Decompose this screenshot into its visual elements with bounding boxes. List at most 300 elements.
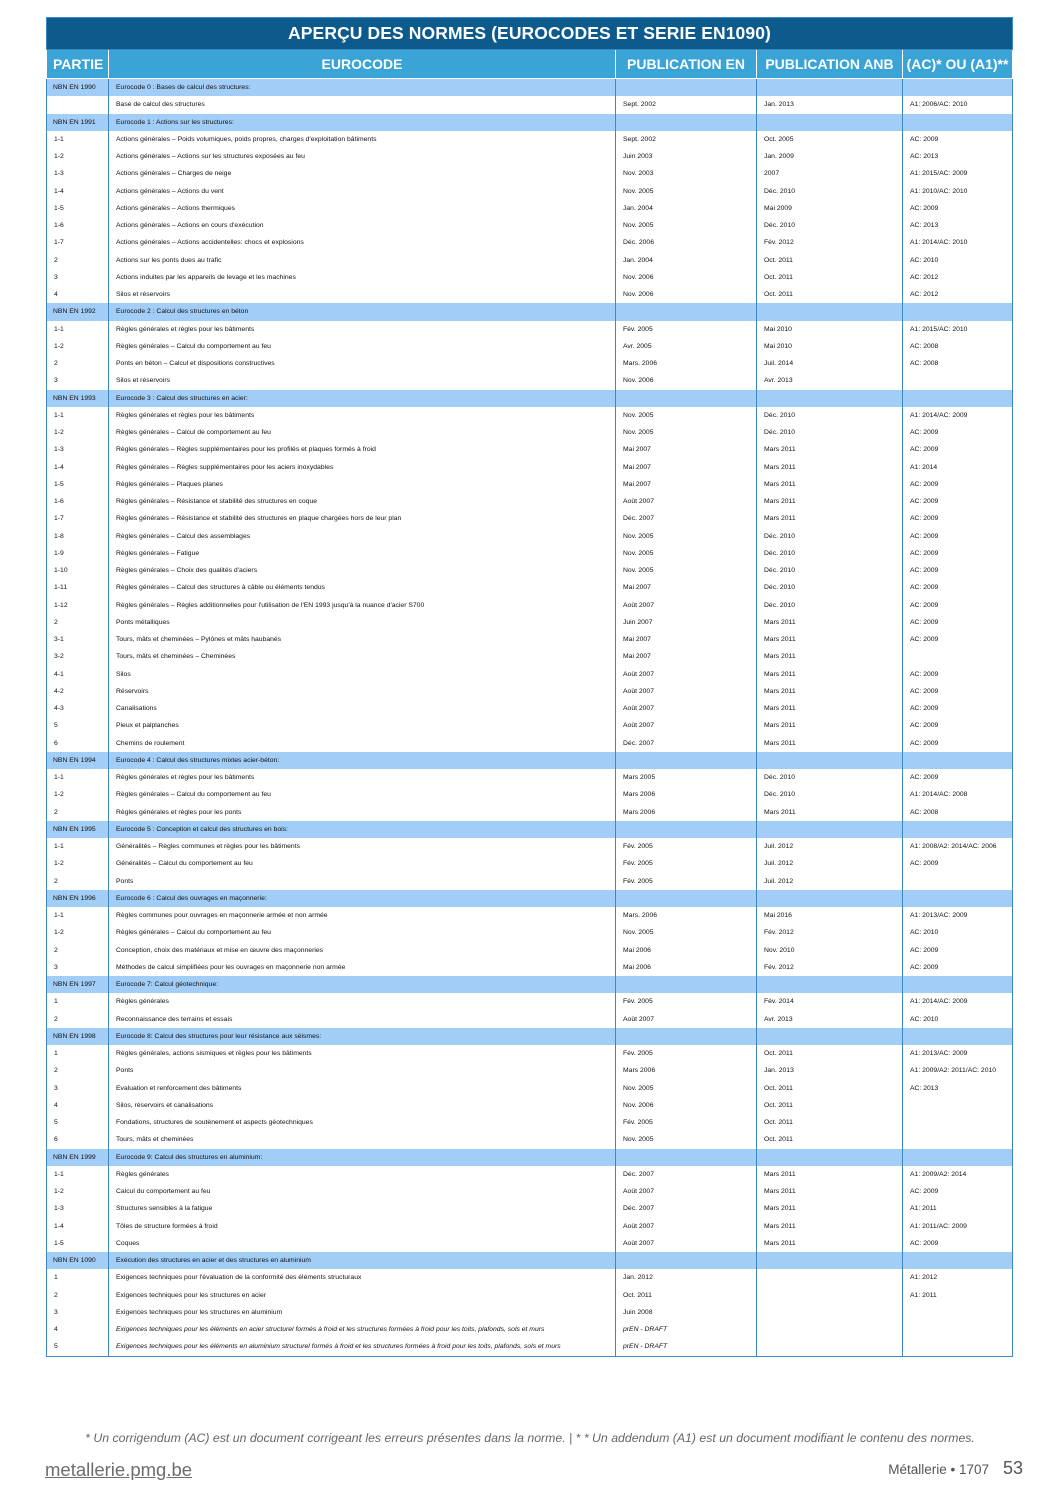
header-publication-anb: PUBLICATION ANB bbox=[757, 50, 903, 79]
cell-publication-en: Jan. 2004 bbox=[616, 200, 757, 217]
cell-ac-a1: AC: 2012 bbox=[903, 269, 1013, 286]
group-title: Eurocode 1 : Actions sur les structures: bbox=[109, 114, 616, 131]
cell-publication-en: Nov. 2003 bbox=[616, 165, 757, 182]
table-row bbox=[47, 148, 1013, 165]
cell-publication-anb: Oct. 2011 bbox=[757, 252, 903, 269]
cell-ac-a1 bbox=[903, 1338, 1013, 1356]
magazine-label: Métallerie • 1707 bbox=[888, 1462, 989, 1477]
cell-ac-a1: AC: 2009 bbox=[903, 942, 1013, 959]
cell-ac-a1: AC: 2009 bbox=[903, 700, 1013, 717]
cell-partie: 1-9 bbox=[47, 545, 109, 562]
header-eurocode: EUROCODE bbox=[109, 50, 616, 79]
cell-ac-a1: A1: 2011 bbox=[903, 1200, 1013, 1217]
cell-publication-anb: Mars 2011 bbox=[757, 717, 903, 734]
cell-publication-en: Fév. 2005 bbox=[616, 855, 757, 872]
group-row bbox=[47, 79, 1013, 97]
cell-eurocode: Règles communes pour ouvrages en maçonnerie armée et non armée bbox=[109, 907, 616, 924]
table-row bbox=[47, 1218, 1013, 1235]
cell-publication-anb: Mars 2011 bbox=[757, 1166, 903, 1183]
group-row bbox=[47, 890, 1013, 907]
cell-publication-anb: Oct. 2005 bbox=[757, 131, 903, 148]
table-row bbox=[47, 459, 1013, 476]
cell-ac-a1: A1: 2006/AC: 2010 bbox=[903, 96, 1013, 113]
table-row bbox=[47, 286, 1013, 303]
cell-partie: 1-1 bbox=[47, 769, 109, 786]
cell-publication-anb: Mai 2009 bbox=[757, 200, 903, 217]
cell-eurocode: Chemins de roulement bbox=[109, 735, 616, 752]
cell-ac-a1: A1: 2014/AC: 2009 bbox=[903, 407, 1013, 424]
cell-publication-anb: Mars 2011 bbox=[757, 666, 903, 683]
cell-publication-anb: Mars 2011 bbox=[757, 441, 903, 458]
cell-publication-anb: Mars 2011 bbox=[757, 700, 903, 717]
column-header-row bbox=[47, 50, 1013, 79]
cell-eurocode: Exigences techniques pour les structures en acier bbox=[109, 1287, 616, 1304]
table-row bbox=[47, 1235, 1013, 1252]
table-row bbox=[47, 959, 1013, 976]
group-cell bbox=[616, 890, 757, 907]
cell-ac-a1: AC: 2009 bbox=[903, 1183, 1013, 1200]
table-title: APERÇU DES NORMES (EUROCODES ET SERIE EN1090) bbox=[47, 18, 1013, 50]
cell-publication-en: Juin 2008 bbox=[616, 1304, 757, 1321]
table-row bbox=[47, 1097, 1013, 1114]
group-cell bbox=[903, 821, 1013, 838]
cell-eurocode: Ponts métalliques bbox=[109, 614, 616, 631]
cell-eurocode: Règles générales – Résistance et stabilité des structures en plaque chargées hors de leur plan bbox=[109, 510, 616, 527]
cell-publication-anb: Oct. 2011 bbox=[757, 1131, 903, 1148]
cell-eurocode: Tours, mâts et cheminées bbox=[109, 1131, 616, 1148]
cell-partie: 4 bbox=[47, 286, 109, 303]
cell-partie: 1-2 bbox=[47, 338, 109, 355]
cell-publication-en: Fév. 2005 bbox=[616, 873, 757, 890]
cell-publication-anb: Fév. 2014 bbox=[757, 993, 903, 1010]
cell-eurocode: Règles générales et règles pour les bâtiments bbox=[109, 769, 616, 786]
cell-partie: 1-3 bbox=[47, 441, 109, 458]
cell-publication-en: Mars 2005 bbox=[616, 769, 757, 786]
cell-eurocode: Règles générales bbox=[109, 993, 616, 1010]
cell-publication-anb bbox=[757, 1269, 903, 1286]
cell-partie: 1-7 bbox=[47, 234, 109, 251]
cell-ac-a1: AC: 2010 bbox=[903, 252, 1013, 269]
cell-eurocode: Reconnaissance des terrains et essais bbox=[109, 1011, 616, 1028]
cell-ac-a1: AC: 2010 bbox=[903, 1011, 1013, 1028]
cell-ac-a1: AC: 2009 bbox=[903, 579, 1013, 596]
cell-publication-anb: Oct. 2011 bbox=[757, 1097, 903, 1114]
cell-publication-en: Mai 2007 bbox=[616, 476, 757, 493]
group-title: Eurocode 7: Calcul géotechnique: bbox=[109, 976, 616, 993]
cell-eurocode: Conception, choix des matériaux et mise en œuvre des maçonneries bbox=[109, 942, 616, 959]
group-cell bbox=[757, 1028, 903, 1045]
group-cell bbox=[903, 114, 1013, 131]
cell-publication-anb: Juil. 2012 bbox=[757, 873, 903, 890]
cell-publication-anb: Nov. 2010 bbox=[757, 942, 903, 959]
group-cell bbox=[757, 390, 903, 407]
cell-publication-en: Août 2007 bbox=[616, 1218, 757, 1235]
cell-ac-a1: A1: 2009/A2: 2011/AC: 2010 bbox=[903, 1062, 1013, 1079]
table-row bbox=[47, 234, 1013, 251]
cell-publication-anb: Juil. 2012 bbox=[757, 855, 903, 872]
cell-publication-en: Fév. 2005 bbox=[616, 321, 757, 338]
cell-publication-en: Nov. 2005 bbox=[616, 183, 757, 200]
cell-ac-a1: AC: 2009 bbox=[903, 510, 1013, 527]
cell-ac-a1: AC: 2009 bbox=[903, 200, 1013, 217]
cell-publication-en: Mars. 2006 bbox=[616, 907, 757, 924]
group-cell bbox=[616, 1028, 757, 1045]
table-row bbox=[47, 769, 1013, 786]
cell-ac-a1: AC: 2009 bbox=[903, 769, 1013, 786]
table-row bbox=[47, 1166, 1013, 1183]
cell-publication-en: Août 2007 bbox=[616, 717, 757, 734]
group-row bbox=[47, 1252, 1013, 1269]
header-partie: PARTIE bbox=[47, 50, 109, 79]
cell-publication-anb: Mars 2011 bbox=[757, 476, 903, 493]
cell-publication-anb: Mars 2011 bbox=[757, 493, 903, 510]
cell-partie: 1-5 bbox=[47, 200, 109, 217]
cell-ac-a1: A1: 2014 bbox=[903, 459, 1013, 476]
cell-partie: 6 bbox=[47, 735, 109, 752]
cell-eurocode: Evaluation et renforcement des bâtiments bbox=[109, 1080, 616, 1097]
cell-partie: 5 bbox=[47, 1338, 109, 1356]
table-row bbox=[47, 700, 1013, 717]
cell-eurocode: Silos bbox=[109, 666, 616, 683]
page-number: 53 bbox=[1002, 1458, 1023, 1478]
cell-ac-a1: AC: 2009 bbox=[903, 424, 1013, 441]
cell-publication-en: Août 2007 bbox=[616, 683, 757, 700]
standards-table bbox=[46, 17, 1013, 1357]
cell-partie: 2 bbox=[47, 873, 109, 890]
cell-ac-a1: AC: 2009 bbox=[903, 666, 1013, 683]
cell-publication-anb: Mars 2011 bbox=[757, 735, 903, 752]
cell-partie: 3-1 bbox=[47, 631, 109, 648]
cell-publication-anb: Mars 2011 bbox=[757, 631, 903, 648]
cell-publication-en: Nov. 2006 bbox=[616, 1097, 757, 1114]
group-title: Eurocode 2 : Calcul des structures en béton bbox=[109, 303, 616, 320]
cell-ac-a1 bbox=[903, 372, 1013, 389]
cell-eurocode: Calcul du comportement au feu bbox=[109, 1183, 616, 1200]
group-norm: NBN EN 1997 bbox=[47, 976, 109, 993]
cell-eurocode: Tôles de structure formées à froid bbox=[109, 1218, 616, 1235]
cell-eurocode: Règles générales – Fatigue bbox=[109, 545, 616, 562]
cell-partie: 1-3 bbox=[47, 1200, 109, 1217]
cell-partie: 1-7 bbox=[47, 510, 109, 527]
cell-publication-anb: Déc. 2010 bbox=[757, 562, 903, 579]
cell-publication-anb: Mars 2011 bbox=[757, 614, 903, 631]
cell-publication-en: Mars 2006 bbox=[616, 786, 757, 803]
cell-publication-en: Nov. 2005 bbox=[616, 562, 757, 579]
group-cell bbox=[757, 1149, 903, 1166]
cell-partie: 1-1 bbox=[47, 407, 109, 424]
group-cell bbox=[757, 821, 903, 838]
cell-publication-anb: Déc. 2010 bbox=[757, 786, 903, 803]
cell-ac-a1: A1: 2010/AC: 2010 bbox=[903, 183, 1013, 200]
group-cell bbox=[616, 1252, 757, 1269]
cell-partie: 1-12 bbox=[47, 597, 109, 614]
cell-eurocode: Règles générales – Choix des qualités d'aciers bbox=[109, 562, 616, 579]
table-row bbox=[47, 493, 1013, 510]
cell-partie: 2 bbox=[47, 1287, 109, 1304]
cell-publication-anb: Déc. 2010 bbox=[757, 769, 903, 786]
cell-ac-a1 bbox=[903, 1304, 1013, 1321]
cell-eurocode: Actions générales – Poids volumiques, poids propres, charges d'exploitation bâtiments bbox=[109, 131, 616, 148]
table-row bbox=[47, 1200, 1013, 1217]
cell-eurocode: Actions générales – Charges de neige bbox=[109, 165, 616, 182]
group-cell bbox=[757, 79, 903, 97]
cell-publication-en: Nov. 2005 bbox=[616, 545, 757, 562]
cell-publication-anb: Oct. 2011 bbox=[757, 1045, 903, 1062]
group-cell bbox=[903, 976, 1013, 993]
cell-partie: 1 bbox=[47, 993, 109, 1010]
cell-ac-a1: AC: 2009 bbox=[903, 614, 1013, 631]
cell-eurocode: Exigences techniques pour l'évaluation de la conformité des éléments structuraux bbox=[109, 1269, 616, 1286]
cell-eurocode: Ponts en béton – Calcul et dispositions constructives bbox=[109, 355, 616, 372]
cell-ac-a1: AC: 2009 bbox=[903, 683, 1013, 700]
cell-ac-a1: AC: 2009 bbox=[903, 562, 1013, 579]
cell-eurocode: Actions induites par les appareils de levage et les machines bbox=[109, 269, 616, 286]
table-row bbox=[47, 993, 1013, 1010]
cell-eurocode: Méthodes de calcul simplifiées pour les ouvrages en maçonnerie non armée bbox=[109, 959, 616, 976]
cell-eurocode: Coques bbox=[109, 1235, 616, 1252]
cell-publication-anb: Oct. 2011 bbox=[757, 269, 903, 286]
group-cell bbox=[757, 976, 903, 993]
cell-publication-en: Déc. 2007 bbox=[616, 1200, 757, 1217]
cell-publication-anb: Jan. 2013 bbox=[757, 1062, 903, 1079]
cell-publication-en: Nov. 2005 bbox=[616, 424, 757, 441]
cell-eurocode: Silos, réservoirs et canalisations bbox=[109, 1097, 616, 1114]
table-row bbox=[47, 165, 1013, 182]
cell-publication-anb: Mars 2011 bbox=[757, 459, 903, 476]
cell-partie: 1-1 bbox=[47, 838, 109, 855]
cell-ac-a1: AC: 2010 bbox=[903, 924, 1013, 941]
group-cell bbox=[903, 79, 1013, 97]
cell-publication-en: Août 2007 bbox=[616, 700, 757, 717]
cell-eurocode: Fondations, structures de soutènement et aspects géotechniques bbox=[109, 1114, 616, 1131]
table-row bbox=[47, 1045, 1013, 1062]
cell-ac-a1: AC: 2009 bbox=[903, 493, 1013, 510]
table-row bbox=[47, 924, 1013, 941]
group-cell bbox=[757, 890, 903, 907]
cell-partie: 2 bbox=[47, 942, 109, 959]
cell-publication-anb: Déc. 2010 bbox=[757, 407, 903, 424]
group-title: Eurocode 9: Calcul des structures en aluminium: bbox=[109, 1149, 616, 1166]
cell-publication-en: Mars 2006 bbox=[616, 804, 757, 821]
cell-partie: 1-2 bbox=[47, 148, 109, 165]
cell-partie: 1-11 bbox=[47, 579, 109, 596]
cell-partie: 1-4 bbox=[47, 459, 109, 476]
cell-eurocode: Ponts bbox=[109, 1062, 616, 1079]
group-cell bbox=[616, 752, 757, 769]
cell-partie: 3 bbox=[47, 372, 109, 389]
cell-publication-en: Août 2007 bbox=[616, 666, 757, 683]
table-row bbox=[47, 96, 1013, 113]
table-row bbox=[47, 648, 1013, 665]
table-row bbox=[47, 1338, 1013, 1356]
cell-eurocode: Base de calcul des structures bbox=[109, 96, 616, 113]
table-row bbox=[47, 545, 1013, 562]
cell-eurocode: Actions générales – Actions en cours d'exécution bbox=[109, 217, 616, 234]
cell-publication-anb: Déc. 2010 bbox=[757, 545, 903, 562]
cell-publication-anb: Fév. 2012 bbox=[757, 234, 903, 251]
cell-eurocode: Règles générales bbox=[109, 1166, 616, 1183]
cell-publication-anb: Mars 2011 bbox=[757, 510, 903, 527]
cell-publication-en: Août 2007 bbox=[616, 1183, 757, 1200]
cell-publication-en: Déc. 2007 bbox=[616, 735, 757, 752]
cell-publication-en: Fév. 2005 bbox=[616, 993, 757, 1010]
cell-publication-en: Mai 2007 bbox=[616, 441, 757, 458]
group-title: Eurocode 0 : Bases de calcul des structures: bbox=[109, 79, 616, 97]
cell-publication-en: Oct. 2011 bbox=[616, 1287, 757, 1304]
group-cell bbox=[616, 303, 757, 320]
group-title: Eurocode 4 : Calcul des structures mixtes acier-béton: bbox=[109, 752, 616, 769]
table-row bbox=[47, 735, 1013, 752]
cell-publication-anb: Mars 2011 bbox=[757, 648, 903, 665]
group-title: Eurocode 5 : Conception et calcul des structures en bois: bbox=[109, 821, 616, 838]
cell-eurocode: Silos et réservoirs bbox=[109, 286, 616, 303]
group-cell bbox=[903, 1252, 1013, 1269]
cell-publication-en: Août 2007 bbox=[616, 1235, 757, 1252]
cell-publication-anb: Avr. 2013 bbox=[757, 1011, 903, 1028]
group-cell bbox=[757, 752, 903, 769]
cell-ac-a1 bbox=[903, 1097, 1013, 1114]
footnote: * Un corrigendum (AC) est un document corrigeant les erreurs présentes dans la norme. | * * Un addendum (A1) est un document modifiant le contenu des normes. bbox=[85, 1431, 975, 1445]
cell-eurocode: Règles générales, actions sismiques et règles pour les bâtiments bbox=[109, 1045, 616, 1062]
cell-eurocode: Règles générales – Calcul du comportement au feu bbox=[109, 924, 616, 941]
cell-partie: 1-8 bbox=[47, 528, 109, 545]
table-row bbox=[47, 321, 1013, 338]
table-body bbox=[47, 79, 1013, 1357]
cell-partie: 3 bbox=[47, 959, 109, 976]
cell-eurocode: Actions générales – Actions accidentelles: chocs et explosions bbox=[109, 234, 616, 251]
cell-publication-anb: Fév. 2012 bbox=[757, 924, 903, 941]
cell-partie: 1-1 bbox=[47, 131, 109, 148]
group-row bbox=[47, 1028, 1013, 1045]
cell-partie: 2 bbox=[47, 1011, 109, 1028]
cell-publication-en: Fév. 2005 bbox=[616, 1114, 757, 1131]
cell-ac-a1: A1: 2011 bbox=[903, 1287, 1013, 1304]
cell-partie: 1-6 bbox=[47, 217, 109, 234]
cell-ac-a1 bbox=[903, 1131, 1013, 1148]
cell-publication-en: Déc. 2007 bbox=[616, 510, 757, 527]
cell-partie: 3 bbox=[47, 269, 109, 286]
cell-partie: 3 bbox=[47, 1080, 109, 1097]
cell-eurocode: Exigences techniques pour les éléments en aluminium structurel formés à froid et les structures formées à froid pour les toits, plafonds, sols et murs bbox=[109, 1338, 616, 1356]
cell-partie: 5 bbox=[47, 717, 109, 734]
cell-publication-en: Mai 2006 bbox=[616, 942, 757, 959]
cell-publication-en: Nov. 2006 bbox=[616, 286, 757, 303]
table-row bbox=[47, 269, 1013, 286]
cell-publication-anb bbox=[757, 1321, 903, 1338]
group-norm: NBN EN 1992 bbox=[47, 303, 109, 320]
table-row bbox=[47, 252, 1013, 269]
cell-publication-en: Nov. 2006 bbox=[616, 269, 757, 286]
cell-publication-anb: Juil. 2014 bbox=[757, 355, 903, 372]
table-row bbox=[47, 1114, 1013, 1131]
group-row bbox=[47, 114, 1013, 131]
standards-table-container bbox=[46, 17, 1012, 1357]
cell-publication-anb: Déc. 2010 bbox=[757, 424, 903, 441]
cell-eurocode: Actions sur les ponts dues au trafic bbox=[109, 252, 616, 269]
table-row bbox=[47, 476, 1013, 493]
cell-ac-a1: AC: 2009 bbox=[903, 631, 1013, 648]
cell-publication-en: Nov. 2006 bbox=[616, 372, 757, 389]
cell-ac-a1: A1: 2015/AC: 2009 bbox=[903, 165, 1013, 182]
group-norm: NBN EN 1996 bbox=[47, 890, 109, 907]
cell-publication-anb: Fév. 2012 bbox=[757, 959, 903, 976]
cell-publication-anb: Oct. 2011 bbox=[757, 1114, 903, 1131]
cell-eurocode: Règles générales – Calcul des structures à câble ou éléments tendus bbox=[109, 579, 616, 596]
table-row bbox=[47, 1183, 1013, 1200]
cell-publication-anb: Déc. 2010 bbox=[757, 217, 903, 234]
cell-publication-en: Mai 2006 bbox=[616, 959, 757, 976]
group-norm: NBN EN 1991 bbox=[47, 114, 109, 131]
cell-publication-en: Jan. 2012 bbox=[616, 1269, 757, 1286]
cell-ac-a1: AC: 2008 bbox=[903, 355, 1013, 372]
table-row bbox=[47, 441, 1013, 458]
cell-publication-anb: Mars 2011 bbox=[757, 1183, 903, 1200]
cell-eurocode: Canalisations bbox=[109, 700, 616, 717]
header-ac-a1: (AC)* OU (A1)** bbox=[903, 50, 1013, 79]
cell-publication-en: Mars. 2006 bbox=[616, 355, 757, 372]
cell-partie: 1-2 bbox=[47, 786, 109, 803]
group-cell bbox=[616, 390, 757, 407]
group-norm: NBN EN 1998 bbox=[47, 1028, 109, 1045]
cell-ac-a1: A1: 2014/AC: 2009 bbox=[903, 993, 1013, 1010]
cell-publication-en: Déc. 2006 bbox=[616, 234, 757, 251]
cell-eurocode: Règles générales – Règles supplémentaires pour les profilés et plaques formés à froid bbox=[109, 441, 616, 458]
table-row bbox=[47, 407, 1013, 424]
table-row bbox=[47, 614, 1013, 631]
group-norm: NBN EN 1990 bbox=[47, 79, 109, 97]
group-cell bbox=[903, 1028, 1013, 1045]
group-title: Exécution des structures en acier et des structures en aluminium bbox=[109, 1252, 616, 1269]
cell-partie: 1-2 bbox=[47, 1183, 109, 1200]
table-row bbox=[47, 907, 1013, 924]
cell-eurocode: Actions générales – Actions du vent bbox=[109, 183, 616, 200]
group-norm: NBN EN 1994 bbox=[47, 752, 109, 769]
group-norm: NBN EN 1993 bbox=[47, 390, 109, 407]
cell-eurocode: Exigences techniques pour les structures en aluminium bbox=[109, 1304, 616, 1321]
table-row bbox=[47, 579, 1013, 596]
cell-ac-a1 bbox=[903, 1114, 1013, 1131]
site-link[interactable]: metallerie.pmg.be bbox=[45, 1459, 193, 1480]
cell-publication-anb: Mars 2011 bbox=[757, 1218, 903, 1235]
cell-publication-anb: Mars 2011 bbox=[757, 804, 903, 821]
cell-ac-a1: AC: 2009 bbox=[903, 476, 1013, 493]
group-row bbox=[47, 303, 1013, 320]
group-cell bbox=[903, 1149, 1013, 1166]
cell-partie: 2 bbox=[47, 252, 109, 269]
cell-partie: 2 bbox=[47, 804, 109, 821]
cell-publication-en: Nov. 2005 bbox=[616, 1080, 757, 1097]
table-row bbox=[47, 855, 1013, 872]
cell-eurocode: Règles générales – Calcul de comportement au feu bbox=[109, 424, 616, 441]
table-row bbox=[47, 338, 1013, 355]
cell-ac-a1: A1: 2011/AC: 2009 bbox=[903, 1218, 1013, 1235]
table-row bbox=[47, 1304, 1013, 1321]
cell-ac-a1: A1: 2009/A2: 2014 bbox=[903, 1166, 1013, 1183]
cell-ac-a1: A1: 2015/AC: 2010 bbox=[903, 321, 1013, 338]
cell-ac-a1: AC: 2009 bbox=[903, 855, 1013, 872]
cell-publication-en: Jan. 2004 bbox=[616, 252, 757, 269]
group-cell bbox=[616, 976, 757, 993]
group-title: Eurocode 6 : Calcul des ouvrages en maçonnerie: bbox=[109, 890, 616, 907]
group-norm: NBN EN 1090 bbox=[47, 1252, 109, 1269]
cell-partie: 6 bbox=[47, 1131, 109, 1148]
table-row bbox=[47, 1131, 1013, 1148]
cell-partie: 2 bbox=[47, 614, 109, 631]
cell-ac-a1: A1: 2014/AC: 2010 bbox=[903, 234, 1013, 251]
table-row bbox=[47, 631, 1013, 648]
table-row bbox=[47, 942, 1013, 959]
cell-eurocode: Règles générales – Calcul des assemblages bbox=[109, 528, 616, 545]
